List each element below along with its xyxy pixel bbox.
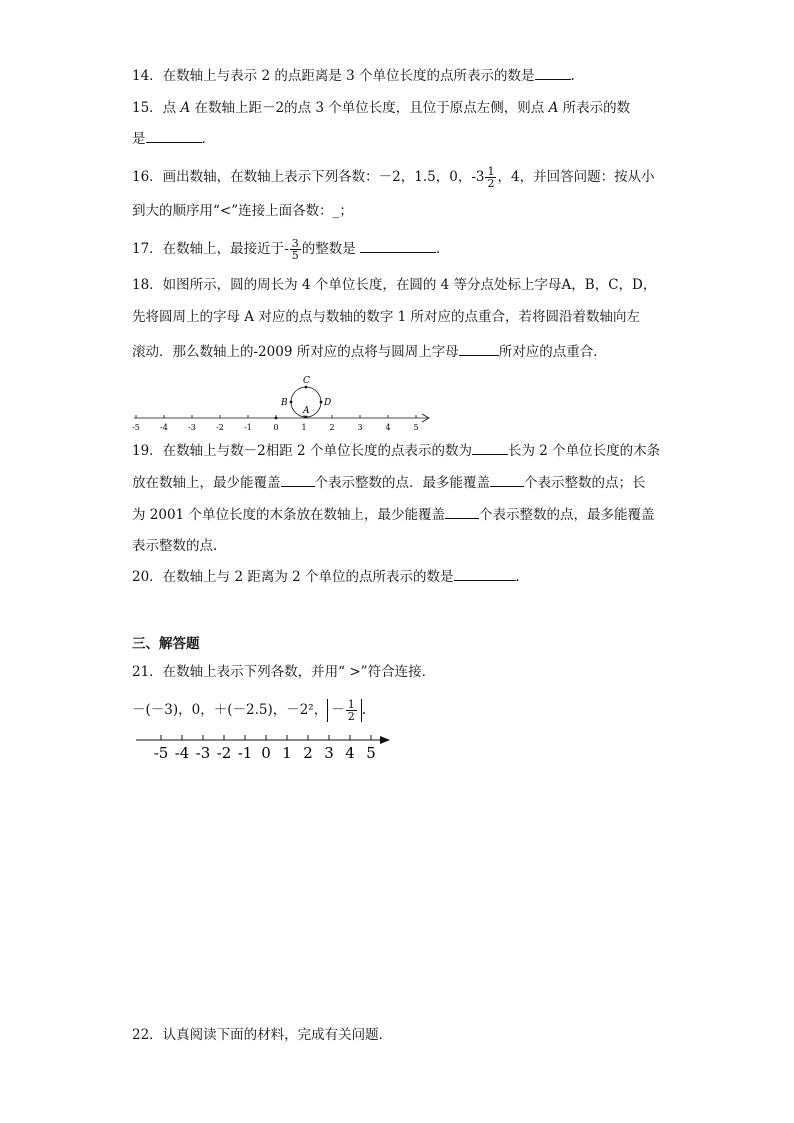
figure1-label-c: C <box>303 376 310 386</box>
q17-end: ． <box>436 241 450 257</box>
q16-mixed-whole: -3 <box>471 169 485 185</box>
q15-part2: 在数轴上距－2的点 3 个单位长度，且位于原点左侧，则点 <box>190 100 549 116</box>
q15-part3: 所表示的数 <box>558 100 631 116</box>
q17-part2: 的整数是 <box>301 241 361 257</box>
question-16 <box>132 166 655 189</box>
question-17 <box>132 238 450 261</box>
q14-text: 14．在数轴上与表示 2 的点距离是 3 个单位长度的点所表示的数是 <box>132 68 535 84</box>
figure1-tick-label: 0 <box>273 423 279 432</box>
figure1-tick-label: 2 <box>329 423 335 432</box>
q15-var-a: A <box>180 100 191 116</box>
q21-abs-sign: － <box>331 702 345 718</box>
question-19-line2 <box>132 473 646 492</box>
figure1-label-a: A <box>303 406 310 416</box>
q17-part1: 17．在数轴上，最接近于 <box>132 241 285 257</box>
figure1-point-a <box>305 416 308 419</box>
number-line-figure <box>134 730 394 770</box>
question-16-line2 <box>132 202 353 220</box>
figure2-tick-label: 4 <box>345 744 355 762</box>
figure2-tick-label: -2 <box>216 744 232 762</box>
question-18-line3 <box>132 342 607 361</box>
q18-line3-start: 滚动．那么数轴上的-2009 所对应的点将与圆周上字母 <box>132 344 459 360</box>
question-21-numbers <box>132 699 366 722</box>
q19-line2a: 放在数轴上，最少能覆盖 <box>132 475 281 491</box>
q19-line4: 表示整数的点. <box>132 538 218 554</box>
q20-blank <box>454 567 516 581</box>
figure2-arrow <box>380 736 390 744</box>
figure1-tick-label: -1 <box>244 423 252 432</box>
q21-absolute-value <box>327 699 362 722</box>
q16-fraction: $\frac{1}{2}$ <box>487 165 495 190</box>
question-22 <box>132 1026 392 1044</box>
q14-blank <box>535 66 571 80</box>
q15-var-a-2: A <box>548 100 559 116</box>
q21-numbers: －(－3)，0，＋(－2.5)，－2²， <box>132 702 328 718</box>
figure1-label-d: D <box>324 398 332 408</box>
figure1-origin-dot <box>275 417 278 420</box>
figure1-tick-label: 1 <box>301 423 307 432</box>
figure2-ticks <box>154 735 376 762</box>
q14-end: . <box>570 68 575 84</box>
q16-part1: 16．画出数轴，在数轴上表示下列各数：－2，1.5，0， <box>132 169 472 185</box>
figure2-tick-label: -3 <box>195 744 211 762</box>
q22-text: 22．认真阅读下面的材料，完成有关问题． <box>132 1027 393 1043</box>
q17-neg: - <box>284 241 289 257</box>
q17-fraction: $\frac{3}{5}$ <box>291 237 299 262</box>
section-3-title-text: 三、解答题 <box>132 636 200 652</box>
figure2-tick-label: -1 <box>237 744 253 762</box>
figure1-tick-label: -4 <box>160 423 168 432</box>
q19-blank3 <box>490 473 524 487</box>
q15-blank <box>146 129 202 143</box>
q19-line1b: 长为 2 个单位长度的木条 <box>507 443 661 459</box>
figure1-label-b: B <box>281 398 288 408</box>
q18-line1: 18．如图所示，圆的周长为 4 个单位长度，在圆的 4 等分点处标上字母A，B，C，D， <box>132 277 657 293</box>
figure1-tick-label: -5 <box>132 423 140 432</box>
question-18-line1 <box>132 276 656 294</box>
question-19-line3 <box>132 505 654 524</box>
figure2-tick-label: -5 <box>153 744 169 762</box>
figure1-tick-label: 5 <box>413 423 419 432</box>
figure2-tick-label: -4 <box>174 744 190 762</box>
q17-blank <box>360 239 436 253</box>
q16-part2: ，4，并回答问题：按从小 <box>497 169 655 185</box>
q16-line2: 到大的顺序用“<”连接上面各数：_； <box>132 203 353 219</box>
number-line-circle-figure <box>128 372 438 432</box>
q18-line2: 先将圆周上的字母 A 对应的点与数轴的数字 1 所对应的点重合，若将圆沿着数轴向左 <box>132 309 641 325</box>
q19-line2b: 个表示整数的点．最多能覆盖 <box>314 475 490 491</box>
question-15-line2 <box>132 129 215 148</box>
figure2-tick-label: 5 <box>366 744 376 762</box>
figure1-tick-label: 4 <box>385 423 391 432</box>
q19-line1a: 19．在数轴上与数－2相距 2 个单位长度的点表示的数为 <box>132 443 472 459</box>
figure1-tick-label: -3 <box>188 423 196 432</box>
question-21 <box>132 663 435 681</box>
figure2-tick-label: 2 <box>303 744 313 762</box>
figure1-point-d <box>320 401 323 404</box>
q20-text: 20．在数轴上与 2 距离为 2 个单位的点所表示的数是 <box>132 569 454 585</box>
q18-blank <box>459 342 499 356</box>
figure1-point-b <box>290 401 293 404</box>
q19-blank1 <box>472 441 508 455</box>
question-18-line2 <box>132 308 640 326</box>
figure2-tick-label: 0 <box>261 744 271 762</box>
figure1-ticks <box>132 415 418 432</box>
q21-line1: 21．在数轴上表示下列各数，并用“ >”符合连接． <box>132 664 436 680</box>
question-14 <box>132 66 575 85</box>
q21-end: . <box>361 702 367 718</box>
q19-blank4 <box>445 505 479 519</box>
figure1-tick-label: -2 <box>216 423 224 432</box>
q15-part1: 15．点 <box>132 100 181 116</box>
q21-fraction: $\frac{1}{2}$ <box>347 698 355 723</box>
question-20 <box>132 567 529 586</box>
section-3-title <box>132 635 200 653</box>
q19-line3a: 为 2001 个单位长度的木条放在数轴上，最少能覆盖 <box>132 507 445 523</box>
question-15 <box>132 99 630 117</box>
question-19-line1 <box>132 441 660 460</box>
figure1-point-c <box>305 386 308 389</box>
figure2-tick-label: 3 <box>324 744 334 762</box>
figure1-tick-label: 3 <box>357 423 363 432</box>
q19-line2c: 个表示整数的点；长 <box>524 475 646 491</box>
question-19-line4 <box>132 537 217 555</box>
q18-line3-end: 所对应的点重合． <box>498 344 607 360</box>
q19-blank2 <box>281 473 315 487</box>
q15-end: ． <box>201 131 215 147</box>
q20-end: ． <box>515 569 530 585</box>
q15-line2-start: 是 <box>132 131 146 147</box>
q19-line3b: 个表示整数的点，最多能覆盖 <box>478 507 655 523</box>
figure2-tick-label: 1 <box>282 744 292 762</box>
